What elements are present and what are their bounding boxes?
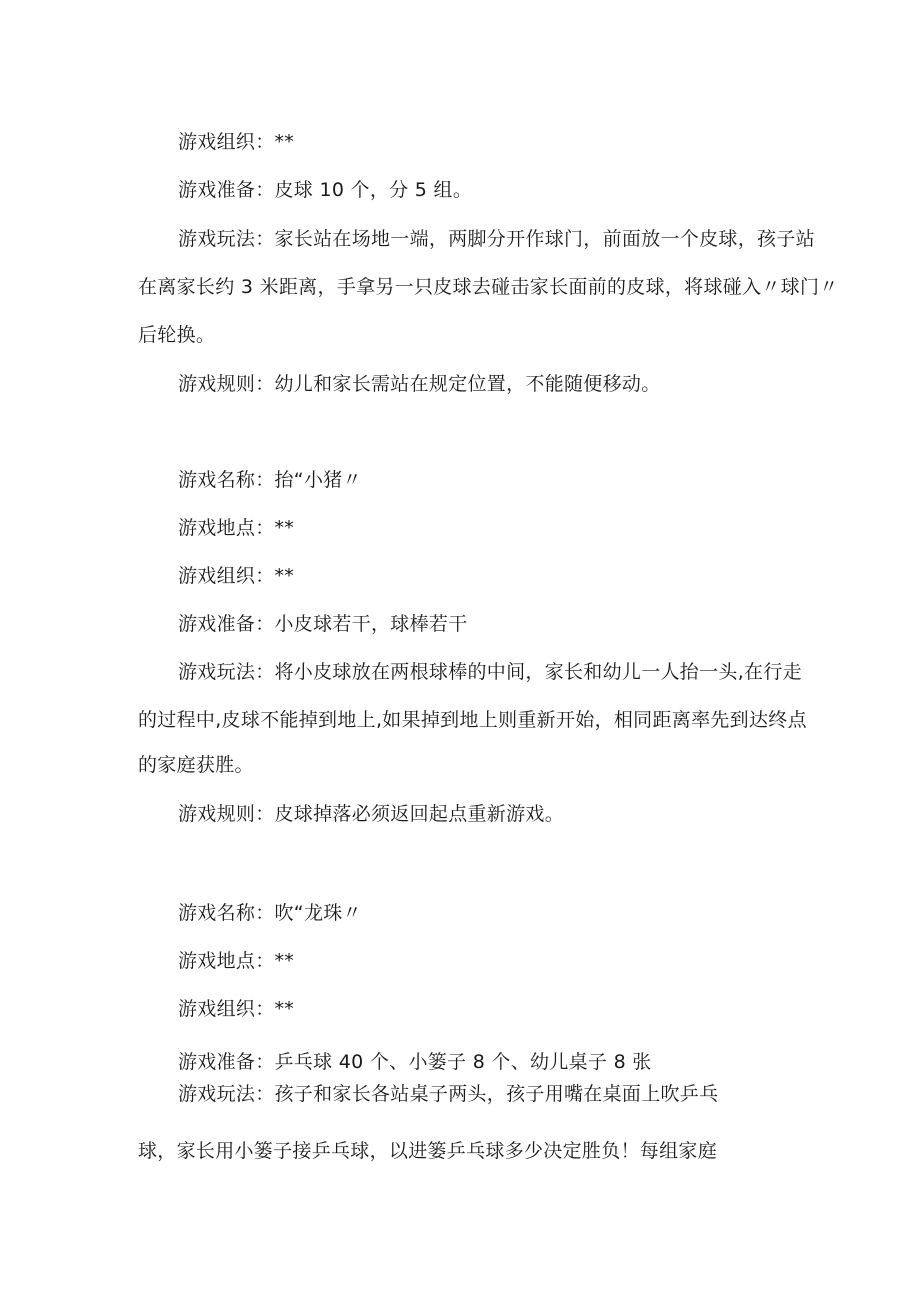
s2-name: 游戏名称：抬“小猪〃	[178, 469, 362, 491]
s1-gameplay-line-1: 游戏玩法：家长站在场地一端，两脚分开作球门，前面放一个皮球，孩子站	[178, 228, 815, 250]
s3-gameplay-line-2: 球，家长用小篓子接乒乓球，以进篓乒乓球多少决定胜负！每组家庭	[138, 1140, 718, 1162]
s1-rules: 游戏规则：幼儿和家长需站在规定位置，不能随便移动。	[178, 373, 661, 395]
s1-preparation: 游戏准备：皮球 10 个，分 5 组。	[178, 179, 473, 201]
s3-organization: 游戏组织：**	[178, 998, 295, 1020]
s2-gameplay-line-2: 的过程中,皮球不能掉到地上,如果掉到地上则重新开始，相同距离率先到达终点	[138, 709, 807, 731]
s1-gameplay-line-2: 在离家长约 3 米距离，手拿另一只皮球去碰击家长面前的皮球，将球碰入〃球门〃	[138, 276, 839, 298]
s3-name: 游戏名称：吹“龙珠〃	[178, 902, 362, 924]
s3-preparation: 游戏准备：乒乓球 40 个、小篓子 8 个、幼儿桌子 8 张	[178, 1051, 652, 1073]
s2-gameplay-line-1: 游戏玩法：将小皮球放在两根球棒的中间，家长和幼儿一人抬一头,在行走	[178, 661, 802, 683]
s1-gameplay-line-3: 后轮换。	[138, 324, 216, 346]
s2-rules: 游戏规则：皮球掉落必须返回起点重新游戏。	[178, 803, 565, 825]
s2-gameplay-line-3: 的家庭获胜。	[138, 754, 254, 776]
s2-organization: 游戏组织：**	[178, 565, 295, 587]
s2-location: 游戏地点：**	[178, 517, 295, 539]
s2-preparation: 游戏准备：小皮球若干，球棒若干	[178, 613, 468, 635]
s3-location: 游戏地点：**	[178, 950, 295, 972]
s1-organization: 游戏组织：**	[178, 131, 295, 153]
s3-gameplay-line-1: 游戏玩法：孩子和家长各站桌子两头，孩子用嘴在桌面上吹乒乓	[178, 1083, 719, 1105]
